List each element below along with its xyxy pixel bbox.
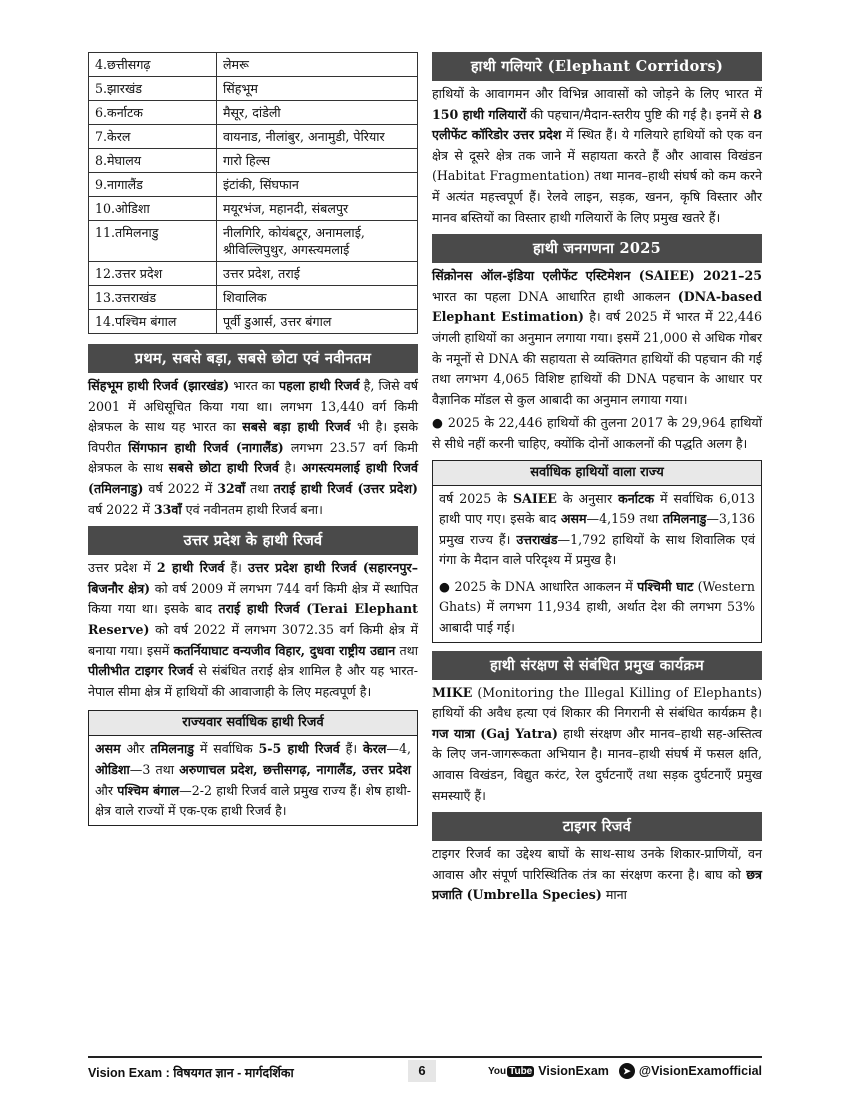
text-run: एवं नवीनतम हाथी रिजर्व बना। xyxy=(181,501,323,517)
table-cell-state: 9.नागालैंड xyxy=(89,173,217,197)
paragraph-conservation-programs xyxy=(432,680,762,807)
bold-text: 33वाँ xyxy=(153,501,182,517)
bold-text: तराई हाथी रिजर्व (Terai Elephant Reserve) xyxy=(88,601,418,637)
bold-text: छत्र प्रजाति (Umbrella Species) xyxy=(432,866,762,903)
table-cell-reserves: मैसूर, दांडेली xyxy=(217,101,418,125)
table-cell-reserves: शिवालिक xyxy=(217,286,418,310)
text-run: को वर्ष 2022 में लगभग 3072.35 वर्ग किमी क्षेत्र में बनाया गया। इसमें xyxy=(88,621,418,658)
table-cell-state: 6.कर्नाटक xyxy=(89,101,217,125)
text-run: (Western Ghats) में लगभग 11,934 हाथी, अर्थात देश की लगभग 53% आबादी पाई गई। xyxy=(439,578,755,636)
telegram-icon: ➤ xyxy=(619,1063,635,1079)
text-run: वर्ष 2022 में xyxy=(143,480,218,496)
text-run: में सर्वाधिक xyxy=(193,741,259,757)
bold-text: पहला हाथी रिजर्व xyxy=(278,378,360,393)
text-run: ● 2025 के DNA आधारित आकलन में xyxy=(439,578,638,594)
text-run: ● 2025 के 22,446 हाथियों की तुलना 2017 के 29,964 हाथियों से सीधे नहीं करनी चाहिए, क्योंकि दोनों आकलनों की पद्धति अलग है। xyxy=(432,415,762,451)
text-run: तथा xyxy=(395,642,418,658)
text-run: (Monitoring the Illegal Killing of Elephants) हाथियों की अवैध हत्या एवं शिकार की निगरानी से संबंधित कार्यक्रम है। xyxy=(432,684,762,721)
table-row xyxy=(89,221,418,262)
bold-text: (DNA-based Elephant Estimation) xyxy=(432,288,762,325)
bold-text: उत्तर प्रदेश हाथी रिजर्व (सहारनपुर–बिजनौर क्षेत्र) xyxy=(88,560,419,596)
text-run: वर्ष 2025 के xyxy=(439,490,513,506)
text-run: —4,159 तथा xyxy=(586,511,663,527)
heading-first-largest-smallest: प्रथम, सबसे बड़ा, सबसे छोटा एवं नवीनतम xyxy=(88,344,418,373)
box-statewise-text xyxy=(89,736,417,824)
text-run: में स्थित हैं। ये गलियारे हाथियों को एक वन क्षेत्र से दूसरे क्षेत्र तक जाने में सहायता करते हैं और आवास विखंडन (Habitat Fragmentation) तथा मानव–हाथी संघर्ष को कम करने में अत्यंत महत्त्वपूर्ण हैं। रेलवे लाइन, सड़क, खनन, कृषि विस्तार और मानव बस्तियों का विस्तार हाथी गलियारों के लिए प्रमुख खतरे हैं। xyxy=(432,127,762,225)
bold-text: अगस्त्यमलाई हाथी रिजर्व (तमिलनाडु) xyxy=(88,460,419,496)
text-run: हाथी संरक्षण और मानव–हाथी सह-अस्तित्व के लिए जन-जागरूकता अभियान है। मानव–हाथी संघर्ष में फसल क्षति, आवास विखंडन, विद्युत करंट, रेल दुर्घटनाएँ तथा सड़क दुर्घटनाएँ प्रमुख समस्याएँ हैं। xyxy=(432,725,762,803)
bold-text: उत्तराखंड xyxy=(516,531,558,547)
table-cell-state: 11.तमिलनाडु xyxy=(89,221,217,262)
page-footer xyxy=(88,1056,762,1082)
page-number: 6 xyxy=(408,1060,436,1082)
heading-elephant-corridors: हाथी गलियारे (Elephant Corridors) xyxy=(432,52,762,81)
bold-text: असम xyxy=(560,511,587,527)
youtube-channel[interactable]: VisionExam xyxy=(538,1064,609,1078)
text-run: में सर्वाधिक 6,013 हाथी पाए गए। इसके बाद xyxy=(439,490,756,527)
bold-text: 2 हाथी रिजर्व xyxy=(156,560,225,576)
box-statewise-title: राज्यवार सर्वाधिक हाथी रिजर्व xyxy=(89,711,417,736)
text-run: टाइगर रिजर्व का उद्देश्य बाघों के साथ-साथ उनके शिकार-प्राणियों, वन आवास और संपूर्ण पारिस्थितिक तंत्र का संरक्षण करना है। बाघ को xyxy=(432,846,762,882)
bold-text: 8 एलीफेंट कॉरिडोर उत्तर प्रदेश xyxy=(432,106,762,143)
left-column xyxy=(88,52,418,826)
text-run: —1,792 हाथियों के साथ शिवालिक एवं गंगा के मैदान वाले परिदृश्य में प्रमुख है। xyxy=(439,531,755,568)
table-cell-reserves: नीलगिरि, कोयंबटूर, अनामलाई, श्रीविल्लिपुथुर, अगस्त्यमलाई xyxy=(217,221,418,262)
text-run: भारत का पहला DNA आधारित हाथी आकलन xyxy=(432,288,678,304)
table-row xyxy=(89,286,418,310)
text-run: —3,136 प्रमुख राज्य हैं। xyxy=(439,511,755,547)
bold-text: असम xyxy=(95,741,121,757)
text-run: भी है। इसके विपरीत xyxy=(88,419,418,455)
bold-text: कतर्नियाघाट वन्यजीव विहार, दुधवा राष्ट्रीय उद्यान xyxy=(173,642,396,658)
bold-text: 150 हाथी गलियारों xyxy=(432,106,527,122)
table-row xyxy=(89,310,418,334)
text-run: उत्तर प्रदेश में xyxy=(88,560,157,576)
heading-elephant-census: हाथी जनगणना 2025 xyxy=(432,234,762,263)
table-cell-state: 7.केरल xyxy=(89,125,217,149)
footer-title: Vision Exam : विषयगत ज्ञान - मार्गदर्शिका xyxy=(88,1066,294,1080)
table-cell-reserves: इंटांकी, सिंघफान xyxy=(217,173,418,197)
youtube-icon-tube: Tube xyxy=(509,1065,533,1077)
table-cell-state: 8.मेघालय xyxy=(89,149,217,173)
table-row xyxy=(89,262,418,286)
box-western-ghats-text xyxy=(433,574,761,642)
text-run: तथा xyxy=(245,480,274,496)
table-row xyxy=(89,197,418,221)
text-run: —2-2 हाथी रिजर्व वाले प्रमुख राज्य हैं। शेष हाथी-क्षेत्र वाले राज्यों में एक-एक हाथी रिजर्व है। xyxy=(95,782,411,819)
table-row xyxy=(89,101,418,125)
bold-text: सिंगफान हाथी रिजर्व (नागालैंड) xyxy=(128,439,284,455)
text-run: है, जिसे वर्ष 2001 में अधिसूचित किया गया था। लगभग 13,440 वर्ग किमी क्षेत्रफल के साथ यह भारत का xyxy=(88,378,418,435)
bold-text: सबसे छोटा हाथी रिजर्व xyxy=(168,460,279,476)
table-cell-state: 5.झारखंड xyxy=(89,77,217,101)
text-run: से संबंधित तराई क्षेत्र शामिल है और यह भारत-नेपाल सीमा क्षेत्र में हाथियों की आवाजाही के लिए महत्वपूर्ण है। xyxy=(88,663,418,699)
table-cell-reserves: मयूरभंज, महानदी, संबलपुर xyxy=(217,197,418,221)
bold-text: केरल xyxy=(363,741,387,757)
paragraph-first-largest-smallest xyxy=(88,373,418,520)
bold-text: 32वाँ xyxy=(217,480,246,496)
bold-text: MIKE xyxy=(432,684,473,700)
heading-tiger-reserve: टाइगर रिजर्व xyxy=(432,812,762,841)
paragraph-census-main xyxy=(432,263,762,410)
table-cell-reserves: गारो हिल्स xyxy=(217,149,418,173)
box-most-elephants-title: सर्वाधिक हाथियों वाला राज्य xyxy=(433,461,761,486)
text-run: माना xyxy=(601,887,627,903)
table-cell-reserves: सिंहभूम xyxy=(217,77,418,101)
table-cell-state: 10.ओडिशा xyxy=(89,197,217,221)
bold-text: SAIEE xyxy=(512,490,557,506)
text-run: वर्ष 2022 में xyxy=(88,501,154,517)
footer-social xyxy=(488,1063,762,1079)
table-cell-reserves: पूर्वी डुआर्स, उत्तर बंगाल xyxy=(217,310,418,334)
text-run: —4, xyxy=(386,741,412,757)
bold-text: अरुणाचल प्रदेश, छत्तीसगढ़, नागालैंड, उत्तर प्रदेश xyxy=(179,761,411,777)
paragraph-census-comparison xyxy=(432,410,762,454)
text-run: और xyxy=(95,782,118,798)
table-row xyxy=(89,173,418,197)
bold-text: तमिलनाडु xyxy=(150,741,194,757)
table-cell-state: 4.छत्तीसगढ़ xyxy=(89,53,217,77)
text-run: भारत का xyxy=(229,378,279,393)
text-run: है। वर्ष 2025 में भारत में 22,446 जंगली हाथियों का अनुमान लगाया गया। इसमें 21,000 से अधिक गोबर के नमूनों से DNA की सहायता से व्यक्तिगत हाथियों की पहचान की गई तथा लगभग 4,065 विशिष्ट हाथियों की DNA पहचान के आधार पर वैज्ञानिक मॉडल से कुल आबादी का अनुमान लगाया गया। xyxy=(432,309,762,407)
text-run: को वर्ष 2009 में लगभग 744 वर्ग किमी क्षेत्र में स्थापित किया गया था। इसके बाद xyxy=(88,580,418,617)
table-cell-state: 12.उत्तर प्रदेश xyxy=(89,262,217,286)
table-cell-state: 14.पश्चिम बंगाल xyxy=(89,310,217,334)
table-row xyxy=(89,77,418,101)
state-reserve-table xyxy=(88,52,418,334)
text-run: हैं। xyxy=(339,741,364,757)
bold-text: कर्नाटक xyxy=(618,490,655,506)
bold-text: पश्चिमी घाट xyxy=(637,578,694,594)
bold-text: सबसे बड़ा हाथी रिजर्व xyxy=(242,419,351,435)
text-run: हैं। xyxy=(224,560,248,576)
box-most-elephants-text xyxy=(433,486,761,574)
table-cell-state: 13.उत्तराखंड xyxy=(89,286,217,310)
table-row xyxy=(89,149,418,173)
bold-text: पश्चिम बंगाल xyxy=(117,782,180,798)
box-statewise-reserves xyxy=(88,710,418,825)
bold-text: ओडिशा xyxy=(95,761,130,777)
bold-text: तमिलनाडु xyxy=(662,511,707,527)
bold-text: पीलीभीत टाइगर रिजर्व xyxy=(88,663,194,679)
paragraph-elephant-corridors xyxy=(432,81,762,228)
table-cell-reserves: लेमरू xyxy=(217,53,418,77)
table-row xyxy=(89,53,418,77)
right-column xyxy=(432,52,762,906)
paragraph-up-reserves xyxy=(88,555,418,702)
text-run: लगभग 23.57 वर्ग किमी क्षेत्रफल के साथ xyxy=(88,439,419,476)
bold-text: तराई हाथी रिजर्व (उत्तर प्रदेश) xyxy=(273,480,418,496)
youtube-icon-you: You xyxy=(487,1065,507,1077)
bold-text: गज यात्रा (Gaj Yatra) xyxy=(432,725,559,741)
table-cell-reserves: उत्तर प्रदेश, तराई xyxy=(217,262,418,286)
text-run: है। xyxy=(278,460,302,476)
bold-text: सिंक्रोनस ऑल-इंडिया एलीफेंट एस्टिमेशन (SAIEE) 2021–25 xyxy=(432,268,762,284)
table-row xyxy=(89,125,418,149)
youtube-icon xyxy=(488,1066,534,1077)
bold-text: 5-5 हाथी रिजर्व xyxy=(258,741,340,757)
bold-text: सिंहभूम हाथी रिजर्व (झारखंड) xyxy=(88,378,230,393)
text-run: हाथियों के आवागमन और विभिन्न आवासों को जोड़ने के लिए भारत में xyxy=(432,86,762,101)
text-run: और xyxy=(120,741,151,757)
text-run: के अनुसार xyxy=(556,490,619,506)
heading-conservation-programs: हाथी संरक्षण से संबंधित प्रमुख कार्यक्रम xyxy=(432,651,762,680)
heading-up-reserves: उत्तर प्रदेश के हाथी रिजर्व xyxy=(88,526,418,555)
box-most-elephants xyxy=(432,460,762,643)
text-run: की पहचान/मैदान-स्तरीय पुष्टि की गई है। इनमें से xyxy=(526,106,754,122)
table-cell-reserves: वायनाड, नीलांबुर, अनामुडी, पेरियार xyxy=(217,125,418,149)
paragraph-tiger-reserve xyxy=(432,841,762,906)
telegram-handle[interactable]: @VisionExamofficial xyxy=(638,1064,762,1078)
text-run: —3 तथा xyxy=(129,761,180,777)
